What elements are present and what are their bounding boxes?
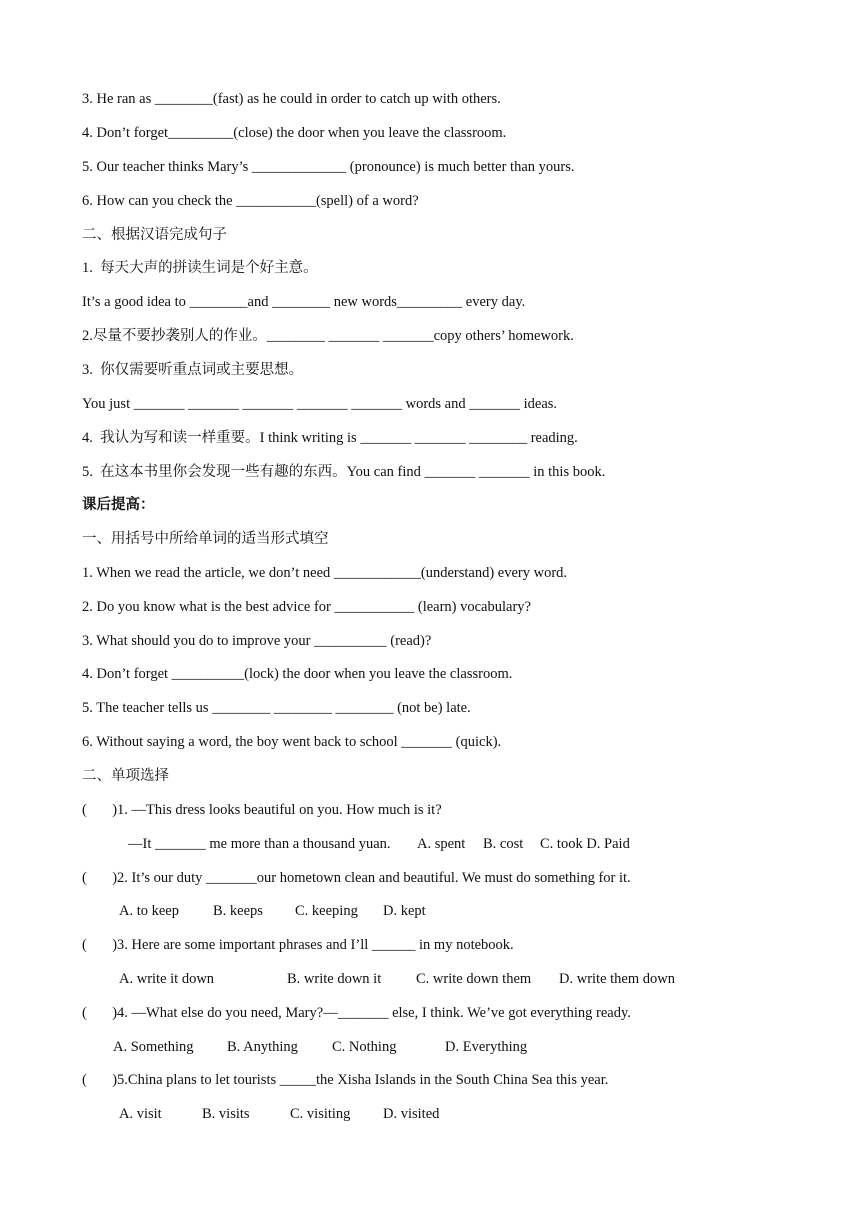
option-d: D. Everything	[445, 1039, 528, 1055]
exercise-line: 4. Don’t forget __________(lock) the door when you leave the classroom.	[82, 666, 513, 682]
option-b: B. Anything	[227, 1039, 298, 1055]
option-c: C. Nothing	[332, 1039, 397, 1055]
option-b: B. keeps	[213, 903, 263, 919]
exercise-line: 5. Our teacher thinks Mary’s _____________ (pronounce) is much better than yours.	[82, 159, 575, 175]
option-b: B. write down it	[287, 971, 382, 987]
option-c: C. visiting	[290, 1106, 351, 1122]
question-stem: ( )5.China plans to let tourists _____the Xisha Islands in the South China Sea this year.	[82, 1072, 609, 1088]
option-c: C. write down them	[416, 971, 532, 987]
exercise-line: 5. 在这本书里你会发现一些有趣的东西。You can find _______ _______ in this book.	[82, 464, 606, 480]
option-b: B. visits	[202, 1106, 250, 1122]
section-heading: 二、根据汉语完成句子	[82, 227, 227, 243]
exercise-line: 6. How can you check the ___________(spell) of a word?	[82, 193, 419, 209]
question-stem: ( )3. Here are some important phrases and I’ll ______ in my notebook.	[82, 937, 514, 953]
option-b: B. cost	[483, 836, 524, 852]
section-heading: 二、单项选择	[82, 768, 169, 784]
question-stem: ( )4. —What else do you need, Mary?—_______ else, I think. We’ve got everything ready.	[82, 1005, 631, 1021]
exercise-line: 1. When we read the article, we don’t need ____________(understand) every word.	[82, 565, 568, 581]
option-a: A. spent	[417, 836, 466, 852]
option-a: A. visit	[119, 1106, 162, 1122]
option-c: C. keeping	[295, 903, 358, 919]
exercise-line: 2.尽量不要抄袭别人的作业。________ _______ _______copy others’ homework.	[82, 328, 574, 344]
option-d: D. kept	[383, 903, 426, 919]
option-a: A. to keep	[119, 903, 179, 919]
exercise-line: 1. 每天大声的拼读生词是个好主意。	[82, 260, 318, 276]
option-a: A. Something	[113, 1039, 194, 1055]
exercise-line: 6. Without saying a word, the boy went back to school _______ (quick).	[82, 734, 502, 750]
after-class-title: 课后提高：	[82, 497, 155, 513]
exercise-line: 5. The teacher tells us ________ ________ ________ (not be) late.	[82, 700, 471, 716]
question-stem: ( )2. It’s our duty _______our hometown clean and beautiful. We must do something for it.	[82, 870, 631, 886]
exercise-line: 4. Don’t forget_________(close) the door when you leave the classroom.	[82, 125, 507, 141]
option-c: C. took D. Paid	[540, 836, 630, 852]
exercise-line: 3. 你仅需要听重点词或主要思想。	[82, 362, 304, 378]
question-stem: ( )1. —This dress looks beautiful on you. How much is it?	[82, 802, 442, 818]
exercise-line: 2. Do you know what is the best advice for ___________ (learn) vocabulary?	[82, 599, 531, 615]
section-heading: 一、用括号中所给单词的适当形式填空	[82, 531, 329, 547]
exercise-line: 3. What should you do to improve your __________ (read)?	[82, 633, 432, 649]
exercise-line: You just _______ _______ _______ _______ _______ words and _______ ideas.	[82, 396, 558, 412]
option-d: D. visited	[383, 1106, 440, 1122]
question-subline: —It _______ me more than a thousand yuan.	[128, 836, 391, 852]
exercise-line: 3. He ran as ________(fast) as he could in order to catch up with others.	[82, 91, 501, 107]
option-a: A. write it down	[119, 971, 215, 987]
exercise-line: It’s a good idea to ________and ________ new words_________ every day.	[82, 294, 526, 310]
exercise-line: 4. 我认为写和读一样重要。I think writing is _______ _______ ________ reading.	[82, 430, 578, 446]
option-d: D. write them down	[559, 971, 675, 987]
